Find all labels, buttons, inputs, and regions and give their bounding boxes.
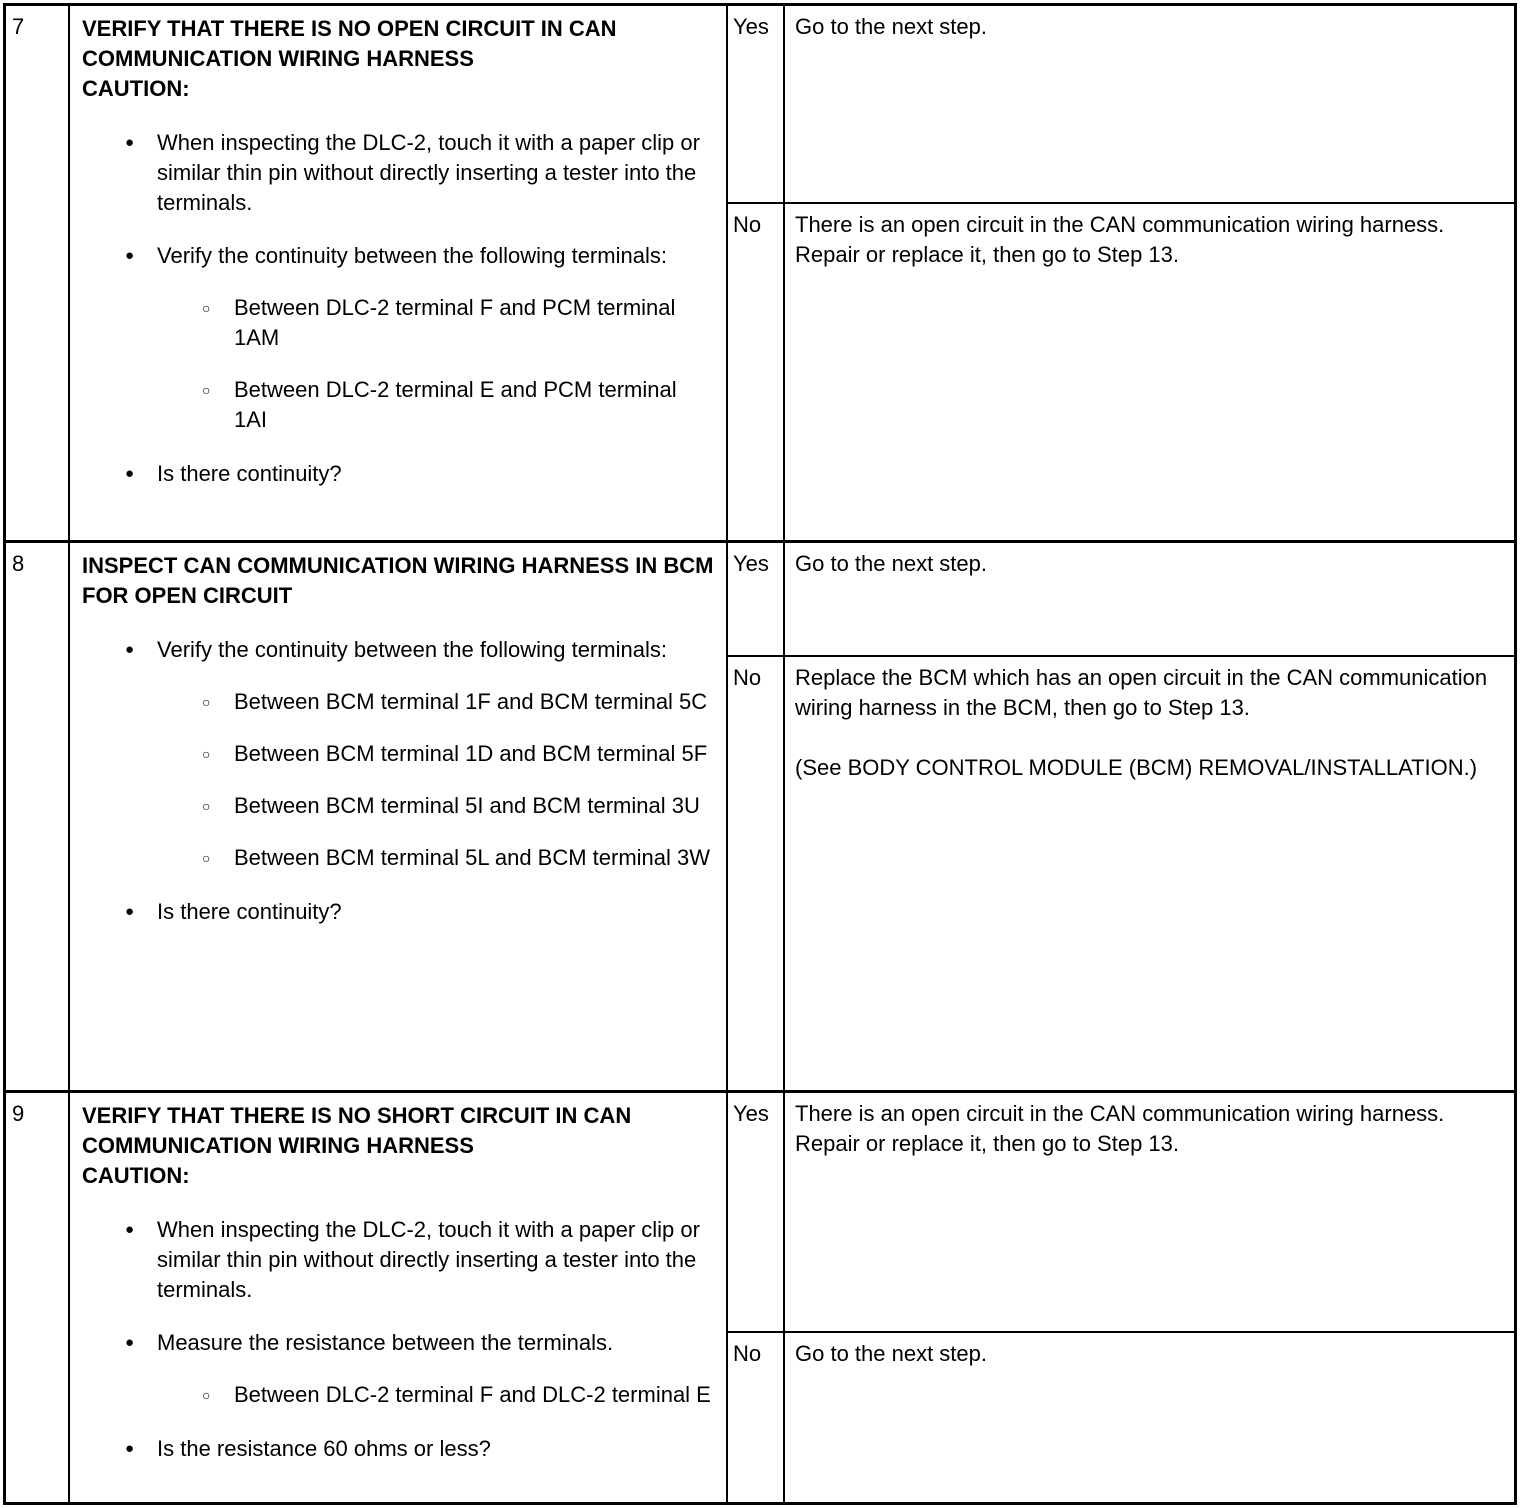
no-label: No [728,657,785,1090]
yes-label: Yes [728,1093,785,1331]
list-item [125,128,714,218]
no-result-text: There is an open circuit in the CAN communication wiring harness. Repair or replace it, then go to Step 13. [795,212,1445,267]
bullet-text: When inspecting the DLC-2, touch it with a paper clip or similar thin pin without directly inserting a tester into the terminals. [157,129,700,215]
decision-cell [728,6,1514,540]
sub-list-item [202,293,714,353]
sub-bullet-text: Between DLC-2 terminal F and DLC-2 terminal E [234,1382,711,1408]
sub-list-item [202,739,714,769]
circle-bullet-icon: ○ [202,745,211,762]
no-subrow [728,655,1514,1090]
yes-result-text: Go to the next step. [795,14,988,39]
list-item [125,241,714,271]
list-item [125,635,714,665]
bullet-icon: ● [125,902,135,920]
bullet-icon: ● [125,247,135,265]
bullet-text: When inspecting the DLC-2, touch it with a paper clip or similar thin pin without directly inserting a tester into the terminals. [157,1216,700,1302]
bullet-text: Is there continuity? [157,898,342,924]
caution-label: CAUTION: [82,1162,190,1188]
bullet-icon: ● [125,1220,135,1238]
no-label: No [728,1333,785,1502]
action-title: VERIFY THAT THERE IS NO SHORT CIRCUIT IN CAN COMMUNICATION WIRING HARNESS [82,1103,632,1158]
sub-bullet-text: Between BCM terminal 5L and BCM terminal 3W [234,844,711,870]
list-item [125,1328,714,1358]
circle-bullet-icon: ○ [202,382,211,399]
no-subrow [728,202,1514,540]
bullet-text: Verify the continuity between the following terminals: [157,243,667,269]
circle-bullet-icon: ○ [202,849,211,866]
list-item [125,1215,714,1305]
action-cell [68,6,728,540]
bullet-text: Measure the resistance between the terminals. [157,1330,614,1356]
table-row [6,1090,1514,1502]
bullet-text: Is there continuity? [157,461,342,487]
no-result-text: Go to the next step. [795,1341,988,1366]
caution-label: CAUTION: [82,75,190,101]
no-result-cell [785,657,1514,1090]
sub-list-item [202,843,714,873]
circle-bullet-icon: ○ [202,693,211,710]
sub-list-item [202,1380,714,1410]
step-number: 8 [12,551,25,576]
yes-result-text: There is an open circuit in the CAN communication wiring harness. Repair or replace it, then go to Step 13. [795,1101,1445,1156]
bullet-icon: ● [125,1440,135,1458]
table-row [6,6,1514,540]
no-subrow [728,1331,1514,1502]
action-title: INSPECT CAN COMMUNICATION WIRING HARNESS IN BCM FOR OPEN CIRCUIT [82,553,714,608]
action-title: VERIFY THAT THERE IS NO OPEN CIRCUIT IN CAN COMMUNICATION WIRING HARNESS [82,16,617,71]
no-result-reference: (See BODY CONTROL MODULE (BCM) REMOVAL/INSTALLATION.) [795,754,1478,780]
sub-list-item [202,375,714,435]
sub-bullet-text: Between BCM terminal 1F and BCM terminal 5C [234,688,708,714]
list-item [125,1434,714,1464]
list-item [125,459,714,489]
bullet-icon: ● [125,640,135,658]
table-row [6,540,1514,1090]
action-cell [68,543,728,1090]
sub-bullet-text: Between DLC-2 terminal F and PCM terminal 1AM [234,295,676,351]
decision-cell [728,1093,1514,1502]
yes-subrow [728,6,1514,202]
sub-list-item [202,791,714,821]
no-result-text: Replace the BCM which has an open circuit in the CAN communication wiring harness in the BCM, then go to Step 13. [795,665,1488,720]
bullet-text: Is the resistance 60 ohms or less? [157,1436,491,1462]
sub-list-item [202,687,714,717]
yes-result-text: Go to the next step. [795,551,988,576]
bullet-text: Verify the continuity between the following terminals: [157,636,667,662]
circle-bullet-icon: ○ [202,1387,211,1404]
sub-bullet-text: Between DLC-2 terminal E and PCM terminal 1AI [234,377,677,433]
list-item [125,897,714,927]
yes-label: Yes [728,6,785,202]
troubleshooting-table [3,3,1517,1505]
step-number: 9 [12,1101,25,1126]
circle-bullet-icon: ○ [202,797,211,814]
sub-bullet-text: Between BCM terminal 1D and BCM terminal 5F [234,740,708,766]
action-cell [68,1093,728,1502]
step-number: 7 [12,14,25,39]
bullet-icon: ● [125,133,135,151]
yes-subrow [728,1093,1514,1331]
yes-label: Yes [728,543,785,655]
decision-cell [728,543,1514,1090]
bullet-icon: ● [125,1334,135,1352]
circle-bullet-icon: ○ [202,300,211,317]
sub-bullet-text: Between BCM terminal 5I and BCM terminal 3U [234,792,700,818]
no-label: No [728,204,785,540]
bullet-icon: ● [125,465,135,483]
yes-subrow [728,543,1514,655]
